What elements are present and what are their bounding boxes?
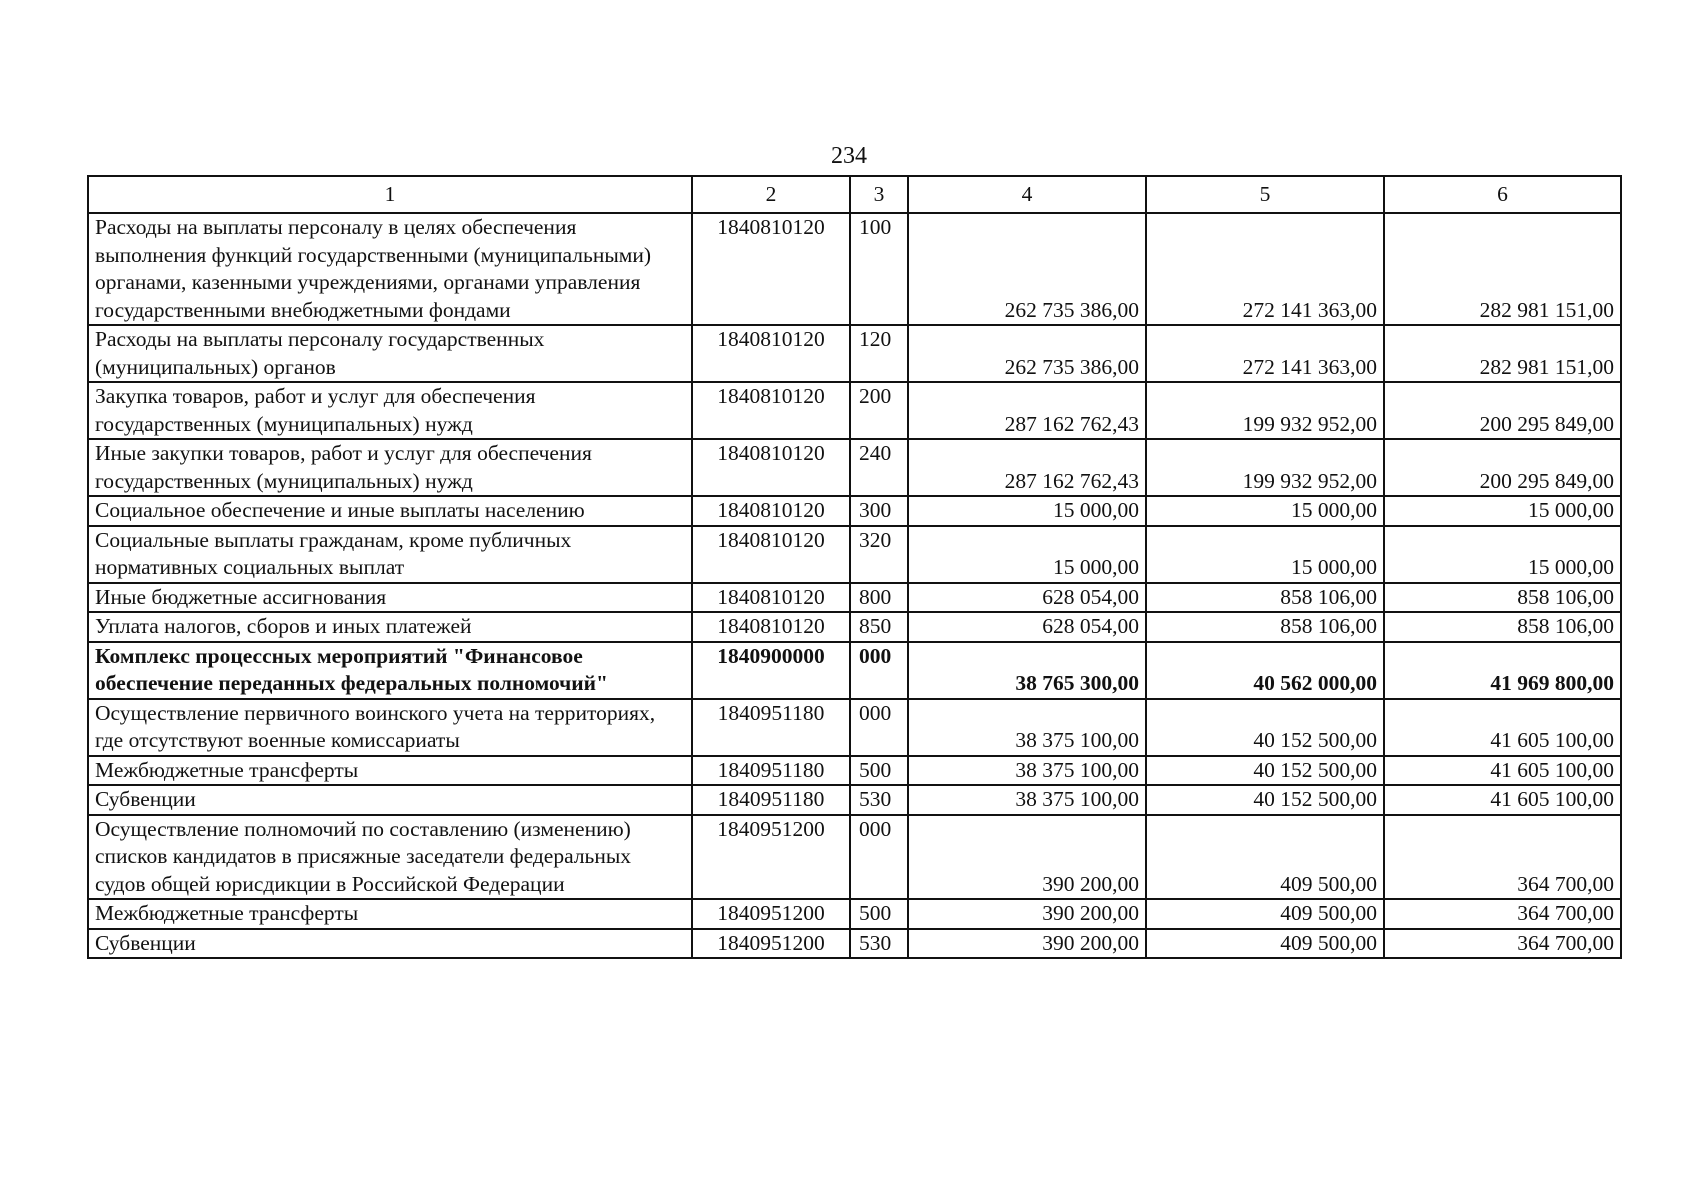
row-name: Субвенции (88, 929, 692, 959)
row-name: Межбюджетные трансферты (88, 756, 692, 786)
row-name: Уплата налогов, сборов и иных платежей (88, 612, 692, 642)
row-target-code: 1840951200 (692, 929, 850, 959)
row-expense-kind: 500 (850, 756, 908, 786)
row-amount-5: 272 141 363,00 (1146, 213, 1384, 325)
row-amount-5: 15 000,00 (1146, 526, 1384, 583)
row-target-code: 1840810120 (692, 213, 850, 325)
table-row (88, 213, 1621, 325)
row-name: Закупка товаров, работ и услуг для обеспечения государственных (муниципальных) нужд (88, 382, 692, 439)
row-amount-5: 40 562 000,00 (1146, 642, 1384, 699)
row-target-code: 1840810120 (692, 496, 850, 526)
row-amount-6: 282 981 151,00 (1384, 325, 1621, 382)
row-target-code: 1840810120 (692, 583, 850, 613)
row-expense-kind: 120 (850, 325, 908, 382)
row-expense-kind: 000 (850, 699, 908, 756)
row-name: Осуществление полномочий по составлению (изменению) списков кандидатов в присяжные заседатели федеральных судов общей юрисдикции в Российской Федерации (88, 815, 692, 900)
row-amount-5: 40 152 500,00 (1146, 785, 1384, 815)
row-name: Комплекс процессных мероприятий "Финансовое обеспечение переданных федеральных полномочий" (88, 642, 692, 699)
row-amount-6: 200 295 849,00 (1384, 382, 1621, 439)
column-header: 2 (692, 176, 850, 213)
row-amount-4: 15 000,00 (908, 496, 1146, 526)
row-amount-4: 262 735 386,00 (908, 213, 1146, 325)
row-target-code: 1840951180 (692, 756, 850, 786)
table-row-section-total (88, 642, 1621, 699)
table-row (88, 929, 1621, 959)
row-expense-kind: 850 (850, 612, 908, 642)
row-target-code: 1840951200 (692, 899, 850, 929)
row-target-code: 1840951180 (692, 785, 850, 815)
row-amount-4: 390 200,00 (908, 815, 1146, 900)
budget-table (87, 175, 1622, 959)
table-row (88, 382, 1621, 439)
row-amount-5: 409 500,00 (1146, 899, 1384, 929)
row-amount-6: 364 700,00 (1384, 899, 1621, 929)
row-expense-kind: 240 (850, 439, 908, 496)
row-expense-kind: 000 (850, 642, 908, 699)
row-amount-5: 409 500,00 (1146, 815, 1384, 900)
row-amount-6: 858 106,00 (1384, 612, 1621, 642)
row-target-code: 1840951200 (692, 815, 850, 900)
row-amount-4: 628 054,00 (908, 612, 1146, 642)
row-name: Социальное обеспечение и иные выплаты населению (88, 496, 692, 526)
row-amount-5: 15 000,00 (1146, 496, 1384, 526)
row-amount-4: 38 765 300,00 (908, 642, 1146, 699)
row-amount-5: 199 932 952,00 (1146, 439, 1384, 496)
row-name: Расходы на выплаты персоналу в целях обеспечения выполнения функций государственными (муниципальными) органами, казенными учреждениями, органами управления государственными внебюджетными фондами (88, 213, 692, 325)
row-expense-kind: 530 (850, 929, 908, 959)
row-name: Социальные выплаты гражданам, кроме публичных нормативных социальных выплат (88, 526, 692, 583)
row-amount-4: 38 375 100,00 (908, 785, 1146, 815)
row-target-code: 1840810120 (692, 526, 850, 583)
row-amount-4: 390 200,00 (908, 899, 1146, 929)
table-row (88, 815, 1621, 900)
row-amount-6: 858 106,00 (1384, 583, 1621, 613)
row-amount-6: 41 969 800,00 (1384, 642, 1621, 699)
row-amount-5: 409 500,00 (1146, 929, 1384, 959)
table-row (88, 699, 1621, 756)
row-expense-kind: 300 (850, 496, 908, 526)
row-amount-5: 272 141 363,00 (1146, 325, 1384, 382)
row-amount-5: 858 106,00 (1146, 583, 1384, 613)
row-amount-4: 390 200,00 (908, 929, 1146, 959)
row-amount-4: 38 375 100,00 (908, 756, 1146, 786)
row-name: Осуществление первичного воинского учета на территориях, где отсутствуют военные комиссариаты (88, 699, 692, 756)
row-amount-6: 15 000,00 (1384, 526, 1621, 583)
row-expense-kind: 500 (850, 899, 908, 929)
row-amount-5: 199 932 952,00 (1146, 382, 1384, 439)
row-amount-6: 364 700,00 (1384, 815, 1621, 900)
row-expense-kind: 800 (850, 583, 908, 613)
table-row (88, 526, 1621, 583)
table-row (88, 496, 1621, 526)
row-name: Межбюджетные трансферты (88, 899, 692, 929)
row-expense-kind: 320 (850, 526, 908, 583)
row-amount-6: 200 295 849,00 (1384, 439, 1621, 496)
row-amount-4: 15 000,00 (908, 526, 1146, 583)
page-number: 234 (831, 143, 867, 169)
row-name: Иные бюджетные ассигнования (88, 583, 692, 613)
row-amount-6: 364 700,00 (1384, 929, 1621, 959)
row-target-code: 1840810120 (692, 382, 850, 439)
row-amount-4: 287 162 762,43 (908, 439, 1146, 496)
row-target-code: 1840810120 (692, 612, 850, 642)
table-row (88, 439, 1621, 496)
row-target-code: 1840900000 (692, 642, 850, 699)
row-expense-kind: 200 (850, 382, 908, 439)
table-row (88, 583, 1621, 613)
row-name: Субвенции (88, 785, 692, 815)
table-row (88, 899, 1621, 929)
row-target-code: 1840810120 (692, 439, 850, 496)
row-amount-5: 858 106,00 (1146, 612, 1384, 642)
row-amount-4: 628 054,00 (908, 583, 1146, 613)
row-amount-6: 41 605 100,00 (1384, 699, 1621, 756)
table-row (88, 756, 1621, 786)
column-header: 1 (88, 176, 692, 213)
table-row (88, 325, 1621, 382)
row-amount-6: 41 605 100,00 (1384, 756, 1621, 786)
table-header-row (88, 176, 1621, 213)
row-amount-4: 38 375 100,00 (908, 699, 1146, 756)
column-header: 6 (1384, 176, 1621, 213)
row-amount-6: 15 000,00 (1384, 496, 1621, 526)
row-target-code: 1840810120 (692, 325, 850, 382)
column-header: 3 (850, 176, 908, 213)
table-row (88, 612, 1621, 642)
row-expense-kind: 000 (850, 815, 908, 900)
row-name: Расходы на выплаты персоналу государственных (муниципальных) органов (88, 325, 692, 382)
row-amount-4: 262 735 386,00 (908, 325, 1146, 382)
column-header: 4 (908, 176, 1146, 213)
table-row (88, 785, 1621, 815)
row-name: Иные закупки товаров, работ и услуг для обеспечения государственных (муниципальных) нужд (88, 439, 692, 496)
column-header: 5 (1146, 176, 1384, 213)
row-amount-5: 40 152 500,00 (1146, 699, 1384, 756)
row-amount-6: 41 605 100,00 (1384, 785, 1621, 815)
row-amount-5: 40 152 500,00 (1146, 756, 1384, 786)
row-amount-4: 287 162 762,43 (908, 382, 1146, 439)
row-expense-kind: 530 (850, 785, 908, 815)
row-amount-6: 282 981 151,00 (1384, 213, 1621, 325)
row-expense-kind: 100 (850, 213, 908, 325)
row-target-code: 1840951180 (692, 699, 850, 756)
